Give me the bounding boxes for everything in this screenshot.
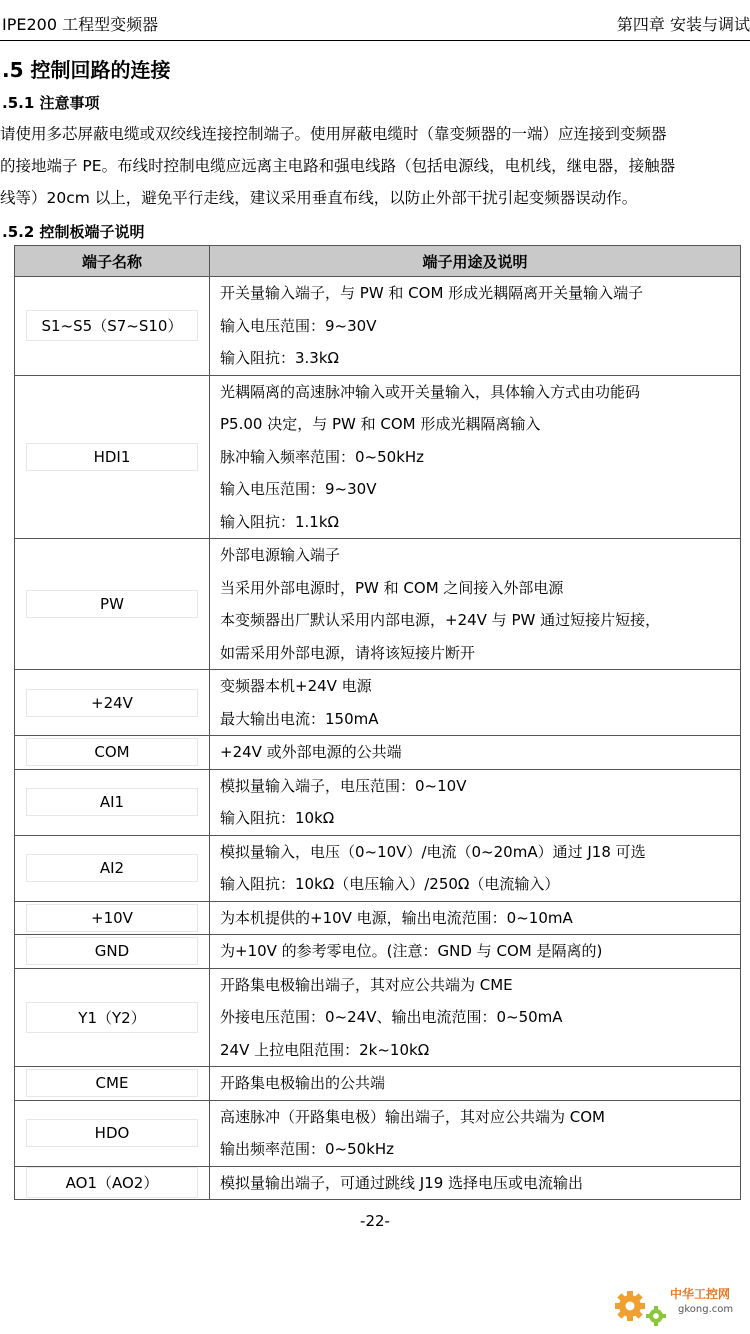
- table-row: [15, 1100, 741, 1166]
- terminal-name: AI1: [26, 788, 198, 816]
- table-row: [15, 277, 741, 376]
- terminal-name-cell: [15, 769, 210, 835]
- description-line: 模拟量输入，电压（0~10V）/电流（0~20mA）通过 J18 可选: [220, 842, 646, 861]
- description-line: 当采用外部电源时，PW 和 COM 之间接入外部电源: [220, 578, 564, 597]
- terminal-name: +10V: [26, 904, 198, 932]
- terminal-description-cell: [210, 935, 741, 969]
- description-line: 24V 上拉电阻范围：2k~10kΩ: [220, 1040, 430, 1059]
- description-line: 为+10V 的参考零电位。(注意：GND 与 COM 是隔离的): [220, 942, 603, 960]
- table-row: [15, 901, 741, 935]
- description-line: 开路集电极输出的公共端: [220, 1074, 386, 1092]
- terminal-name-cell: [15, 1166, 210, 1200]
- terminal-name: COM: [26, 738, 198, 766]
- terminal-name-cell: [15, 901, 210, 935]
- terminal-name-cell: [15, 670, 210, 736]
- subsection-title-terminals: .5.2 控制板端子说明: [2, 223, 145, 241]
- description-line: 外部电源输入端子: [220, 546, 341, 564]
- table-row: [15, 769, 741, 835]
- terminal-description-cell: [210, 736, 741, 770]
- terminal-name: HDI1: [26, 443, 198, 471]
- terminal-description-cell: [210, 1067, 741, 1101]
- terminal-description-cell: [210, 277, 741, 376]
- description-line: 为本机提供的+10V 电源，输出电流范围：0~10mA: [220, 908, 573, 927]
- header-terminal-description: 端子用途及说明: [210, 246, 741, 277]
- table-row: [15, 1166, 741, 1200]
- description-line: 如需采用外部电源，请将该短接片断开: [220, 643, 476, 662]
- description-line: 开关量输入端子，与 PW 和 COM 形成光耦隔离开关量输入端子: [220, 284, 644, 302]
- terminal-description-cell: [210, 670, 741, 736]
- header-terminal-name: 端子名称: [15, 246, 210, 277]
- table-row: [15, 835, 741, 901]
- terminal-name-cell: [15, 1100, 210, 1166]
- description-line: 模拟量输出端子，可通过跳线 J19 选择电压或电流输出: [220, 1173, 584, 1192]
- terminal-name-cell: [15, 736, 210, 770]
- paragraph-line: 的接地端子 PE。布线时控制电缆应远离主电路和强电线路（包括电源线，电机线，继电器，接触器: [0, 157, 676, 175]
- header-doc-title: IPE200 工程型变频器: [2, 15, 159, 34]
- description-line: 本变频器出厂默认采用内部电源，+24V 与 PW 通过短接片短接，: [220, 611, 661, 629]
- terminal-name-cell: [15, 835, 210, 901]
- terminal-name: Y1（Y2）: [26, 1002, 198, 1033]
- subsection-title-notes: .5.1 注意事项: [2, 94, 100, 112]
- description-line: 输入电压范围：9~30V: [220, 480, 377, 498]
- description-line: 最大输出电流：150mA: [220, 709, 379, 728]
- terminal-name: HDO: [26, 1119, 198, 1147]
- table-row: [15, 736, 741, 770]
- gear-logo-icon: [612, 1278, 742, 1328]
- description-line: 模拟量输入端子，电压范围：0~10V: [220, 776, 467, 795]
- description-line: 输出频率范围：0~50kHz: [220, 1140, 395, 1158]
- description-line: +24V 或外部电源的公共端: [220, 743, 402, 761]
- paragraph-line: 线等）20cm 以上，避免平行走线，建议采用垂直布线，以防止外部干扰引起变频器误动作。: [0, 189, 638, 207]
- terminal-name-cell: [15, 1067, 210, 1101]
- description-line: 高速脉冲（开路集电极）输出端子，其对应公共端为 COM: [220, 1107, 605, 1126]
- terminal-name: CME: [26, 1069, 198, 1097]
- description-line: 脉冲输入频率范围：0~50kHz: [220, 447, 425, 466]
- terminal-name-cell: [15, 277, 210, 376]
- description-line: 输入阻抗：10kΩ（电压输入）/250Ω（电流输入）: [220, 875, 560, 893]
- terminal-name: S1~S5（S7~S10）: [26, 310, 198, 341]
- description-line: 光耦隔离的高速脉冲输入或开关量输入，具体输入方式由功能码: [220, 382, 641, 401]
- description-line: 输入电压范围：9~30V: [220, 316, 377, 335]
- terminal-name-cell: [15, 375, 210, 539]
- terminal-description-cell: [210, 968, 741, 1067]
- page-number: -22-: [360, 1212, 390, 1230]
- terminal-name-cell: [15, 968, 210, 1067]
- table-row: [15, 968, 741, 1067]
- description-line: 开路集电极输出端子，其对应公共端为 CME: [220, 975, 513, 994]
- terminal-description-cell: [210, 539, 741, 670]
- terminal-description-cell: [210, 835, 741, 901]
- terminal-name: AO1（AO2）: [26, 1167, 198, 1198]
- description-line: 外接电压范围：0~24V、输出电流范围：0~50mA: [220, 1008, 563, 1026]
- watermark-name: 中华工控网: [670, 1287, 731, 1301]
- terminal-name: PW: [26, 590, 198, 618]
- paragraph-line: 请使用多芯屏蔽电缆或双绞线连接控制端子。使用屏蔽电缆时（靠变频器的一端）应连接到变频器: [0, 125, 667, 143]
- terminal-table: [14, 245, 741, 1200]
- terminal-description-cell: [210, 769, 741, 835]
- terminal-description-cell: [210, 1100, 741, 1166]
- table-row: [15, 670, 741, 736]
- terminal-name-cell: [15, 539, 210, 670]
- terminal-description-cell: [210, 901, 741, 935]
- header-chapter-title: 第四章 安装与调试: [616, 15, 750, 34]
- terminal-name-cell: [15, 935, 210, 969]
- description-line: 输入阻抗：3.3kΩ: [220, 349, 340, 367]
- table-row: [15, 1067, 741, 1101]
- description-line: 输入阻抗：1.1kΩ: [220, 512, 340, 531]
- section-title: .5 控制回路的连接: [2, 58, 171, 82]
- table-row: [15, 935, 741, 969]
- terminal-name: AI2: [26, 854, 198, 882]
- table-header-row: [15, 246, 741, 277]
- description-line: 输入阻抗：10kΩ: [220, 809, 335, 827]
- terminal-name: +24V: [26, 689, 198, 717]
- terminal-name: GND: [26, 937, 198, 965]
- description-line: 变频器本机+24V 电源: [220, 677, 372, 695]
- terminal-description-cell: [210, 1166, 741, 1200]
- table-row: [15, 539, 741, 670]
- table-row: [15, 375, 741, 539]
- terminal-description-cell: [210, 375, 741, 539]
- watermark-domain: gkong.com: [678, 1304, 734, 1315]
- description-line: P5.00 决定，与 PW 和 COM 形成光耦隔离输入: [220, 415, 541, 433]
- notes-paragraph: [0, 118, 750, 214]
- page-header: [0, 0, 750, 41]
